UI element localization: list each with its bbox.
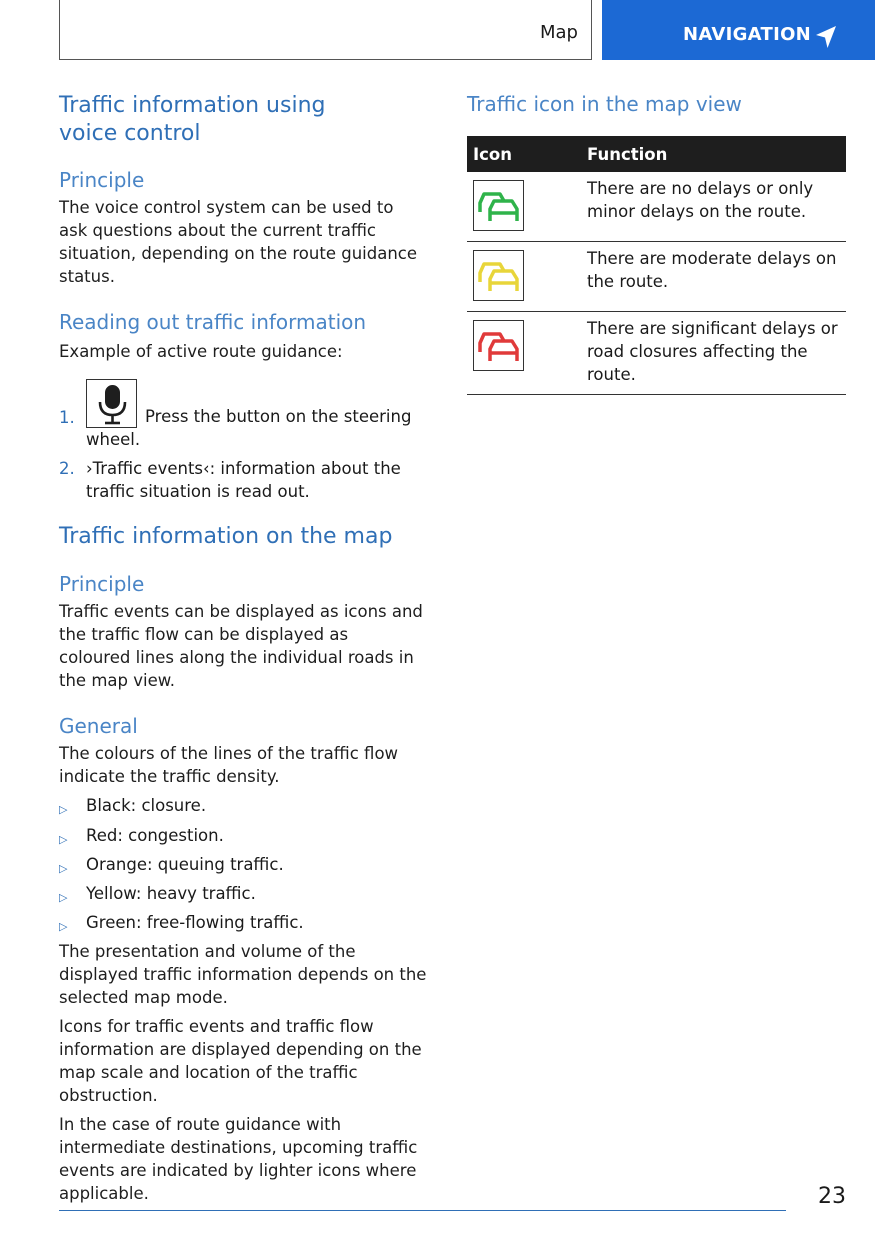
principle-text: The voice control system can be used to ask questions about the current traffic situation, depending on the route guidance status. [59,198,417,286]
list-item: ▷ Red: congestion. [59,826,224,846]
function-text: There are moderate delays on the route. [581,242,846,312]
reading-intro: Example of active route guidance: [59,342,343,361]
section-title-voice-control: Traffic information using voice control [59,93,326,146]
reading-heading: Reading out traffic information [59,310,367,334]
step-1 [59,379,444,451]
section-title-map: Traffic information on the map [59,524,393,549]
table-header-row [467,136,846,172]
principle-text: Traffic events can be displayed as icons and the traffic flow can be displayed as coloured lines along the individual roads in the map view. [59,602,423,690]
footer-divider [59,1210,786,1211]
general-text: The colours of the lines of the traffic flow indicate the traffic density. [59,744,399,786]
table-row [467,242,846,312]
header-chapter-tab [602,0,875,60]
list-item: ▷ Orange: queuing traffic. [59,855,284,875]
general-heading: General [59,714,138,738]
step-2 [59,457,444,503]
principle-heading: Principle [59,168,145,192]
function-text: There are significant delays or road closures affecting the route. [581,312,846,395]
navigation-arrow-icon [814,25,838,49]
header-section-label: Map [540,22,578,43]
step-text: Press the button on the steering wheel. [86,407,412,449]
paragraph: The presentation and volume of the displayed traffic information depends on the selected map mode. [59,942,427,1007]
list-item: ▷ Yellow: heavy traffic. [59,884,256,904]
list-item: ▷ Green: free-flowing traffic. [59,913,304,933]
traffic-cars-red-icon [473,320,524,371]
table-row [467,312,846,395]
step-text: ›Traffic events‹: information about the traffic situation is read out. [86,459,401,501]
right-column [467,92,846,395]
traffic-cars-green-icon [473,180,524,231]
table-row [467,172,846,242]
paragraph: Icons for traffic events and traffic flow information are displayed depending on the map scale and location of the traffic obstruction. [59,1017,422,1105]
list-item: ▷ Black: closure. [59,796,207,816]
traffic-cars-yellow-icon [473,250,524,301]
microphone-icon [86,379,137,428]
traffic-icon-table [467,136,846,395]
page-number: 23 [818,1184,846,1209]
column-header-icon: Icon [467,136,581,172]
table-title: Traffic icon in the map view [467,92,742,116]
function-text: There are no delays or only minor delays on the route. [581,172,846,242]
header-section-box [59,0,592,60]
principle-heading: Principle [59,572,145,596]
header-chapter-label: NAVIGATION [683,24,812,45]
column-header-function: Function [581,136,846,172]
left-column [59,92,444,1205]
bullet-list [59,794,444,934]
step-number: 2. [59,459,75,478]
step-number: 1. [59,408,75,427]
paragraph: In the case of route guidance with intermediate destinations, upcoming traffic events are indicated by lighter icons where applicable. [59,1115,418,1203]
